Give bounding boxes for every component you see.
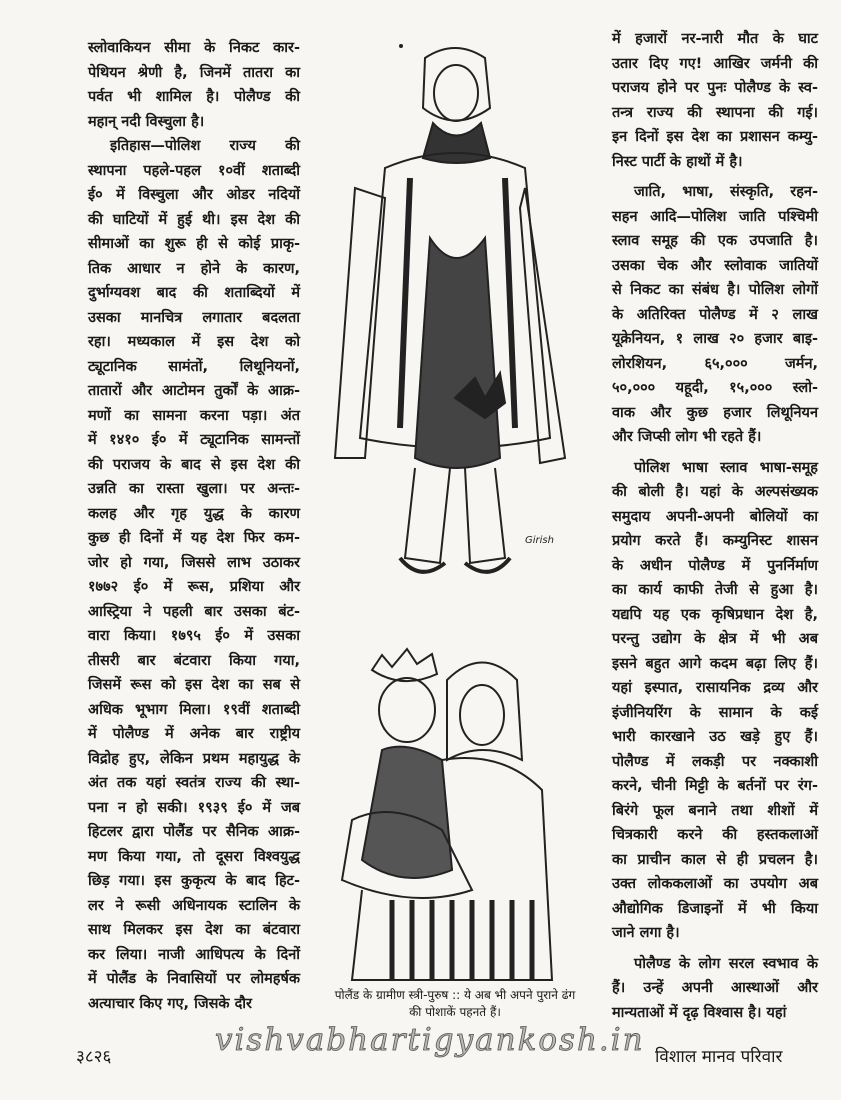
text-line: सहन आदि—पोलिश जाति पश्चिमी	[612, 208, 818, 225]
illustration-polish-peasant-man	[325, 38, 587, 593]
text-line: मण किया गया, तो दूसरा विश्वयुद्ध	[88, 848, 300, 865]
paragraph	[612, 952, 818, 1026]
watermark: vishvabhartigyankosh.in	[215, 1022, 645, 1058]
text-line: में हजारों नर-नारी मौत के घाट	[612, 31, 818, 47]
text-line: ५०,००० यहूदी, १५,००० स्लो-	[612, 380, 818, 396]
legs	[405, 468, 505, 563]
text-line: उसका मानचित्र लगातार बदलता	[88, 309, 300, 326]
text-line: करने, चीनी मिट्टी के बर्तनों पर रंग-	[612, 778, 818, 794]
text-line: का कार्य काफी तेजी से हुआ है।	[612, 582, 818, 598]
text-line: लर ने रूसी अधिनायक स्टालिन के	[88, 897, 300, 914]
paragraph	[88, 36, 300, 134]
text-line: विद्रोह हुए, लेकिन प्रथम महायुद्ध के	[88, 750, 300, 767]
text-line: में पोलैण्ड में अनेक बार राष्ट्रीय	[88, 726, 300, 742]
text-line: कलह और गृह युद्ध के कारण	[88, 505, 300, 522]
text-line: हिटलर द्वारा पोलैंड पर सैनिक आक्र-	[88, 824, 300, 840]
text-line: उतार दिए गए! आखिर जर्मनी की	[612, 55, 818, 72]
text-line: उन्नति का रास्ता खुला। पर अन्तः-	[88, 481, 300, 497]
text-line: वारा किया। १७९५ ई० में उसका	[88, 628, 300, 644]
text-line: हैं। उन्हें अपनी आस्थाओं और	[612, 980, 818, 996]
text-line: की पराजय के बाद से इस देश की	[88, 456, 300, 473]
text-line: पोलैण्ड के लोग सरल स्वभाव के	[634, 955, 818, 972]
text-line: पेथियन श्रेणी है, जिनमें तातरा का	[88, 64, 300, 81]
skirt	[415, 238, 500, 468]
figure-caption: पोलैंड के ग्रामीण स्त्री-पुरुष :: ये अब भी अपने पुराने ढंग की पोशाकें पहनते हैं।	[334, 988, 576, 1019]
paragraph	[612, 27, 818, 174]
text-line: उक्त लोककलाओं का उपयोग अब	[612, 876, 818, 892]
text-line: की बोली है। यहां के अल्पसंख्यक	[612, 484, 818, 500]
left-text-column	[88, 36, 300, 1016]
text-line: दुर्भाग्यवश बाद की शताब्दियों में	[88, 285, 300, 301]
text-line: उसका चेक और स्लोवाक जातियों	[612, 257, 818, 274]
text-line: तन्त्र राज्य की स्थापना की गई।	[612, 104, 818, 121]
illustration-polish-peasant-woman-with-child	[332, 640, 560, 985]
text-line: जोर हो गया, जिससे लाभ उठाकर	[88, 554, 300, 571]
text-line: साथ मिलकर इस देश का बंटवारा	[88, 922, 300, 938]
text-line: औद्योगिक डिजाइनों में भी किया	[612, 900, 818, 917]
text-line: अधिक भूभाग मिला। १९वीं शताब्दी	[88, 701, 300, 718]
text-line: और जिप्सी लोग भी रहते हैं।	[612, 429, 762, 445]
text-line: परन्तु उद्योग के क्षेत्र में भी अब	[612, 631, 818, 647]
head-scarf	[423, 48, 490, 121]
text-line: पोलिश भाषा स्लाव भाषा-समूह	[634, 459, 818, 476]
skirt-stripes	[392, 900, 532, 980]
text-line: अंत तक यहां स्वतंत्र राज्य की स्था-	[88, 775, 300, 791]
paragraph	[88, 134, 300, 1016]
page-number: ३८२६	[76, 1047, 112, 1067]
text-line: में १४१० ई० में ट्यूटानिक सामन्तों	[88, 432, 300, 448]
text-line: रहा। मध्यकाल में इस देश को	[88, 334, 300, 350]
text-line: ई० में विस्चुला और ओडर नदियों	[88, 187, 300, 203]
text-line: चित्रकारी करने की हस्तकलाओं	[612, 827, 818, 843]
text-line: निस्ट पार्टी के हाथों में है।	[612, 153, 743, 170]
child-crown	[372, 649, 437, 681]
text-line: यूक्रेनियन, १ लाख २० हजार बाइ-	[612, 331, 818, 347]
woman-face	[460, 685, 504, 745]
text-line: वाक और कुछ हजार लिथूनियन	[612, 404, 818, 421]
text-line: में पोलैंड के निवासियों पर लोमहर्षक	[88, 971, 300, 987]
text-line: स्लाव समूह की एक उपजाति है।	[612, 233, 818, 249]
text-line: इंजीनियरिंग के सामान के कई	[612, 704, 818, 721]
text-line: कुछ ही दिनों में यह देश फिर कम-	[88, 530, 300, 546]
text-line: आस्ट्रिया ने पहली बार उसका बंट-	[88, 603, 300, 620]
text-line: कर लिया। नाजी आधिपत्य के दिनों	[88, 946, 300, 963]
artist-signature: Girish	[525, 535, 554, 546]
text-line: बिरंगे फूल बनाने तथा शीशों में	[612, 802, 818, 819]
child-face	[379, 678, 435, 742]
text-line: मणों का सामना करना पड़ा। अंत	[88, 407, 300, 424]
text-line: भारी कारखाने उठ खड़े हुए हैं।	[612, 729, 818, 745]
text-line: इसने बहुत आगे कदम बढ़ा लिए हैं।	[612, 655, 818, 672]
face	[434, 65, 478, 121]
text-line: पोलैण्ड में लकड़ी पर नक्काशी	[612, 753, 818, 770]
text-line: मान्यताओं में दृढ़ विश्वास है। यहां	[612, 1004, 787, 1021]
text-line: प्रयोग करते हैं। कम्युनिस्ट शासन	[612, 533, 818, 549]
text-line: स्लोवाकियन सीमा के निकट कार-	[88, 40, 300, 56]
right-text-column	[612, 27, 818, 1025]
text-line: महान् नदी विस्चुला है।	[88, 113, 205, 130]
text-line: जिसमें रूस को इस देश का सब से	[88, 677, 300, 693]
text-line: छिड़ गया। इस कुकृत्य के बाद हिट-	[88, 873, 300, 889]
text-line: से निकट का संबंध है। पोलिश लोगों	[612, 282, 818, 298]
text-line: पराजय होने पर पुनः पोलैण्ड के स्व-	[612, 80, 818, 96]
text-line: का प्राचीन काल से ही प्रचलन है।	[612, 851, 818, 868]
text-line: यद्यपि यह एक कृषिप्रधान देश है,	[612, 606, 818, 623]
text-line: पर्वत भी शामिल है। पोलैण्ड की	[88, 89, 300, 105]
paragraph	[612, 456, 818, 946]
text-line: इन दिनों इस देश का प्रशासन कम्यु-	[612, 129, 818, 145]
text-line: अत्याचार किए गए, जिसके दौर	[88, 995, 252, 1012]
text-line: तातारों और आटोमन तुर्कों के आक्र-	[88, 383, 300, 399]
text-line: जाति, भाषा, संस्कृति, रहन-	[634, 184, 818, 200]
text-line: समुदाय अपनी-अपनी बोलियों का	[612, 508, 818, 525]
paragraph	[612, 180, 818, 450]
text-line: के अधीन पोलैण्ड में पुनर्निर्माण	[612, 557, 818, 574]
text-line: स्थापना पहले-पहल १०वीं शताब्दी	[88, 162, 300, 179]
text-line: १७७२ ई० में रूस, प्रशिया और	[88, 579, 300, 595]
running-footer-title: विशाल मानव परिवार	[655, 1047, 783, 1067]
text-line: लोरशियन, ६५,००० जर्मन,	[612, 355, 818, 372]
text-line: तीसरी बार बंटवारा किया गया,	[88, 652, 300, 669]
text-line: इतिहास—पोलिश राज्य की	[110, 138, 300, 154]
text-line: पना न हो सकी। १९३९ ई० में जब	[88, 799, 300, 816]
text-line: ट्यूटानिक सामंतों, लिथूनियनों,	[88, 358, 300, 375]
text-line: तिक आधार न होने के कारण,	[88, 260, 300, 277]
text-line: यहां इस्पात, रासायनिक द्रव्य और	[612, 680, 818, 696]
text-line: की घाटियों में हुई थी। इस देश की	[88, 211, 300, 228]
text-line: सीमाओं का शुरू ही से कोई प्राकृ-	[88, 236, 300, 252]
text-line: जाने लगा है।	[612, 925, 680, 941]
text-line: के अतिरिक्त पोलैण्ड में २ लाख	[612, 306, 818, 323]
neck-scarf	[423, 123, 490, 163]
